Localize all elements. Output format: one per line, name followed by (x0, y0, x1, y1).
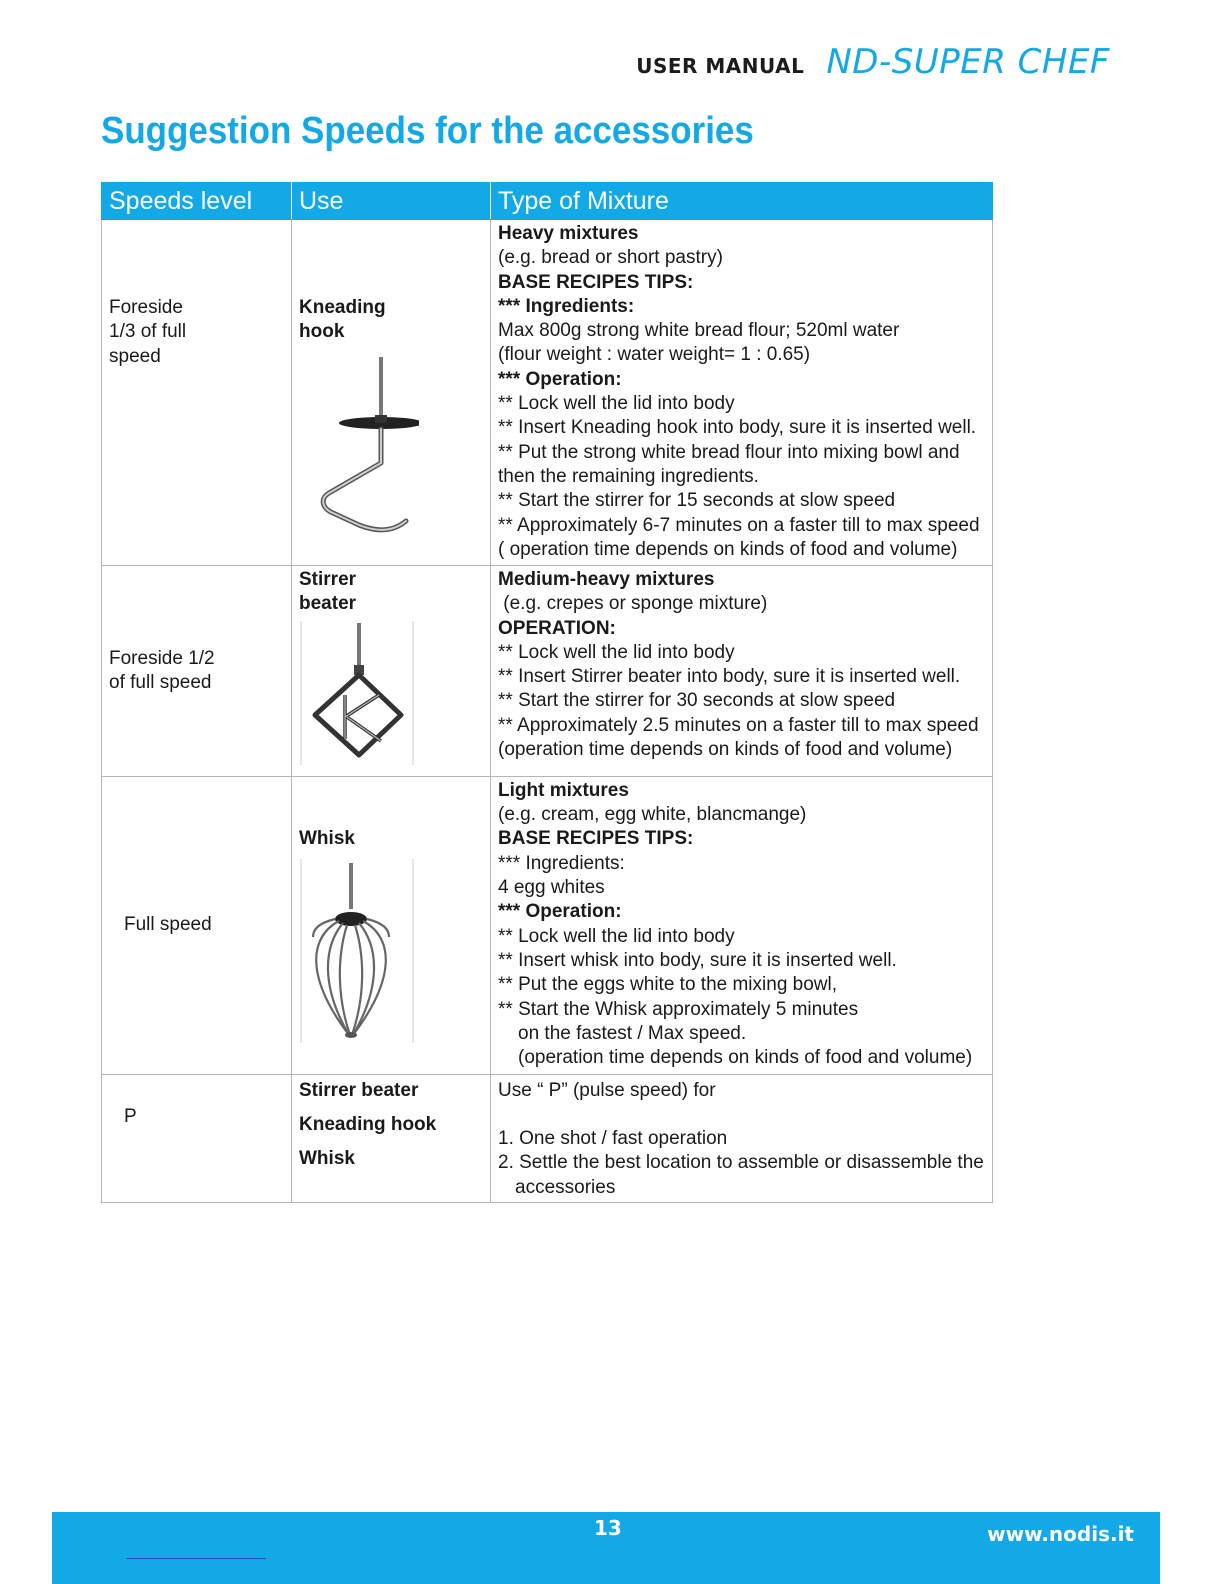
mixture-line: ( operation time depends on kinds of food and volume) (498, 538, 958, 560)
mixture-line: (e.g. cream, egg white, blancmange) (498, 804, 807, 826)
mixture-line: *** Operation: (498, 368, 622, 390)
mixture-line: ** Start the stirrer for 15 seconds at slow speed (498, 490, 896, 512)
accessory-name: Whisk (299, 827, 355, 849)
mixture-line: ** Approximately 6-7 minutes on a faster till to max speed (498, 514, 980, 536)
mixture-line: ** Lock well the lid into body (498, 925, 735, 947)
use-cell (292, 566, 491, 777)
accessory-name: hook (299, 321, 345, 343)
use-cell (292, 220, 491, 566)
mixture-line: OPERATION: (498, 617, 616, 639)
mixture-line: (operation time depends on kinds of food and volume) (518, 1047, 973, 1069)
mixture-line: ** Insert whisk into body, sure it is inserted well. (498, 949, 897, 971)
footer-underline (126, 1558, 266, 1559)
accessory-name: Kneading (299, 297, 386, 318)
manual-label: USER MANUAL (636, 54, 805, 78)
mixture-title: Heavy mixtures (498, 223, 639, 244)
kneading-hook-image (299, 353, 483, 545)
mixture-line: (operation time depends on kinds of food and volume) (498, 739, 953, 761)
mixture-line: BASE RECIPES TIPS: (498, 828, 694, 850)
mixture-line: ** Insert Stirrer beater into body, sure it is inserted well. (498, 666, 961, 688)
table-row (102, 1074, 993, 1202)
use-cell (292, 1074, 491, 1202)
speed-text: Foreside (109, 297, 183, 318)
mixture-line: 4 egg whites (498, 877, 605, 899)
speed-text: of full speed (109, 671, 212, 693)
speed-text: Foreside 1/2 (109, 647, 215, 669)
column-header-use: Use (292, 183, 491, 220)
use-cell (292, 776, 491, 1074)
mixture-line: ** Approximately 2.5 minutes on a faster till to max speed (498, 714, 979, 736)
mixture-cell (491, 566, 993, 777)
speed-cell (102, 1074, 292, 1202)
mixture-line: on the fastest / Max speed. (518, 1022, 747, 1044)
website-link[interactable]: www.nodis.it (987, 1522, 1134, 1546)
product-name: ND-SUPER CHEF (826, 42, 1110, 82)
mixture-line: 1. One shot / fast operation (498, 1128, 728, 1150)
page-number: 13 (594, 1516, 622, 1540)
mixture-line: ** Start the stirrer for 30 seconds at slow speed (498, 690, 896, 712)
mixture-line: ** Start the Whisk approximately 5 minutes (498, 998, 859, 1020)
mixture-line: (e.g. crepes or sponge mixture) (498, 593, 768, 615)
mixture-line: ** Insert Kneading hook into body, sure it is inserted well. (498, 417, 977, 439)
mixture-cell (491, 220, 993, 566)
mixture-line: BASE RECIPES TIPS: (498, 271, 694, 293)
mixture-cell (491, 776, 993, 1074)
speed-text: P (124, 1105, 137, 1127)
accessory-name: Stirrer (299, 569, 357, 590)
mixture-line: (e.g. bread or short pastry) (498, 247, 723, 269)
mixture-line: *** Ingredients: (498, 295, 635, 317)
speed-cell (102, 220, 292, 566)
page-footer (52, 1512, 1160, 1584)
mixture-line: ** Lock well the lid into body (498, 641, 735, 663)
document-header (636, 42, 1110, 82)
mixture-line: Use “ P” (pulse speed) for (498, 1079, 716, 1101)
accessory-name: Whisk (299, 1148, 355, 1170)
accessory-name: Stirrer beater (299, 1079, 419, 1101)
mixture-line: *** Ingredients: (498, 852, 625, 874)
table-header-row (102, 183, 993, 220)
mixture-title: Medium-heavy mixtures (498, 569, 715, 590)
whisk-image (299, 857, 483, 1052)
speed-text: Full speed (124, 914, 212, 936)
speeds-table (101, 182, 993, 1203)
stirrer-beater-image (299, 619, 483, 774)
page-title: Suggestion Speeds for the accessories (101, 110, 754, 152)
mixture-line: 2. Settle the best location to assemble or disassemble the (498, 1152, 984, 1174)
column-header-mixture: Type of Mixture (491, 183, 993, 220)
mixture-line: then the remaining ingredients. (498, 465, 759, 487)
mixture-line: ** Put the eggs white to the mixing bowl, (498, 974, 838, 996)
mixture-line: *** Operation: (498, 901, 622, 923)
speed-text: 1/3 of full (109, 321, 187, 343)
speed-cell (102, 776, 292, 1074)
speed-text: speed (109, 345, 161, 367)
accessory-name: Kneading hook (299, 1114, 437, 1136)
accessory-name: beater (299, 593, 357, 615)
table-row (102, 220, 993, 566)
mixture-line: ** Lock well the lid into body (498, 393, 735, 415)
column-header-speed: Speeds level (102, 183, 292, 220)
mixture-line: accessories (515, 1176, 616, 1198)
mixture-line: Max 800g strong white bread flour; 520ml water (498, 320, 900, 342)
speed-cell (102, 566, 292, 777)
table-row (102, 776, 993, 1074)
mixture-cell (491, 1074, 993, 1202)
mixture-line: (flour weight : water weight= 1 : 0.65) (498, 344, 811, 366)
mixture-title: Light mixtures (498, 779, 629, 801)
table-row (102, 566, 993, 777)
mixture-line: ** Put the strong white bread flour into mixing bowl and (498, 441, 960, 463)
